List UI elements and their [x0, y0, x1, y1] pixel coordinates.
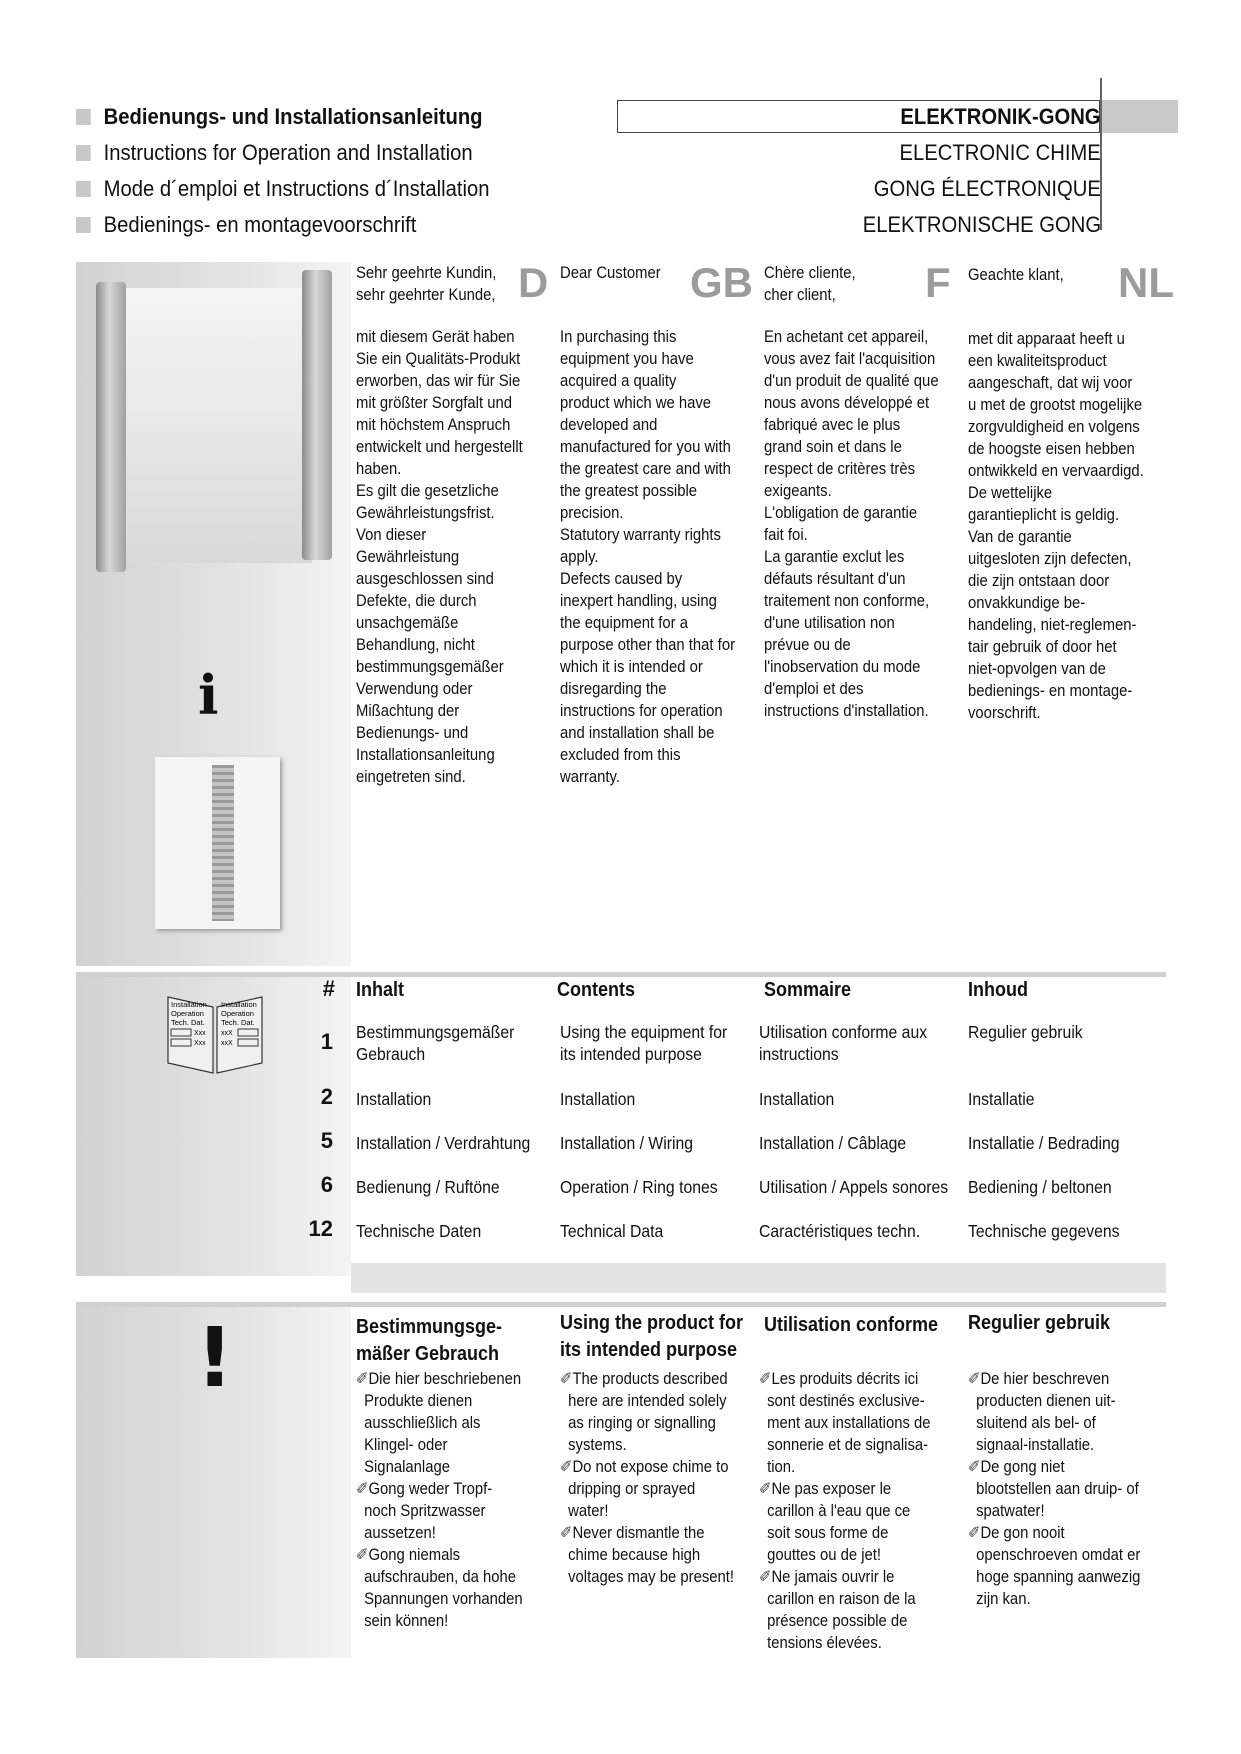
pencil-icon: ✐: [759, 1568, 772, 1586]
pencil-icon: ✐: [356, 1546, 369, 1564]
pencil-icon: ✐: [968, 1524, 981, 1542]
booklet-right-line-3: Tech. Dat.: [221, 1018, 255, 1027]
product-name-gb: ELECTRONIC CHIME: [899, 140, 1101, 165]
intro-text-gb: In purchasing this equipment you have acquired a quality product which we have developed and manufactured for you with the greatest care and with the greatest possible precision. Statutory warranty rights apply. Defects caused by inexpert handling, using the equipment for a purpose other than that for which it is intended or disregarding the instructions for operation and installation shall be excluded from this warranty.: [560, 328, 736, 786]
contents-footer-bar: [351, 1263, 1166, 1293]
booklet-left-line-1: Installation: [171, 1000, 207, 1009]
lang-code-nl: NL: [1118, 259, 1174, 306]
bullet-square-icon: [76, 181, 91, 197]
pencil-icon: ✐: [356, 1480, 369, 1498]
title-nl: Bedienings- en montagevoorschrift: [76, 212, 416, 238]
chime-device-photo: [155, 757, 280, 929]
contents-entry-de: Installation / Verdrahtung: [356, 1133, 531, 1153]
intended-use-heading-de: Bestimmungsge- mäßer Gebrauch: [356, 1316, 503, 1365]
contents-entry-fr: Installation / Câblage: [759, 1133, 907, 1153]
contents-page-number: 5: [320, 1128, 333, 1153]
warning-icon: !: [196, 1311, 234, 1406]
contents-header-fr: Sommaire: [764, 979, 852, 1001]
contents-entry-nl: Technische gegevens: [968, 1221, 1120, 1241]
booklet-right-line-1: Installation: [221, 1000, 257, 1009]
contents-entry-nl: Regulier gebruik: [968, 1022, 1083, 1042]
product-name-fr: GONG ÉLECTRONIQUE: [873, 176, 1101, 201]
info-icon: i: [198, 663, 219, 727]
contents-page-number: 12: [308, 1216, 333, 1241]
intended-use-separator: [76, 1302, 1166, 1307]
chime-photo-right-bar: [302, 270, 332, 560]
pencil-icon: ✐: [968, 1370, 981, 1388]
pencil-icon: ✐: [560, 1524, 573, 1542]
contents-page-number: 6: [320, 1172, 333, 1197]
bullet-square-icon: [76, 109, 91, 125]
bullet-square-icon: [76, 217, 91, 233]
product-name-de: ELEKTRONIK-GONG: [900, 104, 1101, 129]
intended-use-text-de: ✐Die hier beschriebenen Produkte dienen ausschließlich als Klingel- oder Signalanlage ✐Gong weder Tropf- noch Spritzwasser aussetzen! ✐Gong niemals aufschrauben, da hohe Spannungen vorhanden sein können!: [356, 1370, 523, 1630]
intro-text-de: mit diesem Gerät haben Sie ein Qualitäts-Produkt erworben, das wir für Sie mit größter Sorgfalt und mit höchstem Anspruch entwickelt und hergestellt haben. Es gilt die gesetzliche Gewährleistungsfrist. Von dieser Gewährleistung ausgeschlossen sind Defekte, die durch unsachgemäße Behandlung, nicht bestimmungsgemäßer Verwendung oder Mißachtung der Bedienungs- und Installationsanleitung eingetreten sind.: [356, 328, 523, 786]
booklet-right-line-2: Operation: [221, 1009, 254, 1018]
contents-entry-gb: Technical Data: [560, 1221, 664, 1241]
booklet-left-line-5: Xxx: [194, 1040, 206, 1047]
contents-entry-gb: Installation: [560, 1089, 636, 1109]
pencil-icon: ✐: [560, 1458, 573, 1476]
booklet-right-line-4: xxX: [221, 1030, 233, 1037]
contents-entry-gb: Operation / Ring tones: [560, 1177, 718, 1197]
booklet-left-line-2: Operation: [171, 1009, 204, 1018]
intended-use-text-gb: ✐The products described here are intended solely as ringing or signalling systems. ✐Do not expose chime to dripping or sprayed water! ✐Never dismantle the chime because high voltages may be present!: [560, 1370, 735, 1586]
contents-entry-nl: Installatie: [968, 1089, 1035, 1109]
intended-use-heading-gb: Using the product for its intended purpose: [560, 1312, 743, 1361]
contents-header-nl: Inhoud: [968, 979, 1028, 1001]
intended-use-heading-fr: Utilisation conforme: [764, 1314, 939, 1336]
lang-code-fr: F: [925, 259, 951, 306]
intended-use-heading-nl: Regulier gebruik: [968, 1312, 1111, 1334]
booklet-left-line-4: Xxx: [194, 1030, 206, 1037]
chime-speaker-strip: [212, 765, 234, 921]
contents-entry-de: Bestimmungsgemäßer Gebrauch: [356, 1022, 515, 1064]
contents-header-de: Inhalt: [356, 979, 405, 1001]
intended-use-text-nl: ✐De hier beschreven producten dienen uit- sluitend als bel- of signaal-installatie. ✐De gong niet blootstellen aan druip- of spatwater! ✐De gon nooit openschroeven omdat er hoge spanning aanwezig zijn kan.: [968, 1370, 1141, 1608]
contents-entry-nl: Installatie / Bedrading: [968, 1133, 1120, 1153]
intended-use-text-fr: ✐Les produits décrits ici sont destinés exclusive- ment aux installations de sonnerie et de signalisa- tion. ✐Ne pas exposer le carillon à l'eau que ce soit sous forme de gouttes ou de jet! ✐Ne jamais ouvrir le carillon en raison de la présence possible de tensions élevées.: [759, 1370, 931, 1652]
intro-text-nl: met dit apparaat heeft u een kwaliteitsproduct aangeschaft, dat wij voor u met de grootst mogelijke zorgvuldigheid en volgens de hoogste eisen hebben ontwikkeld en vervaardigd. De wettelijke garantieplicht is geldig. Van de garantie uitgesloten zijn defecten, die zijn ontstaan door onvakkundige be- handeling, niet-reglemen- tair gebruik of door het niet-opvolgen van de bedienings- en montage- voorschrift.: [968, 330, 1144, 722]
contents-entry-fr: Caractéristiques techn.: [759, 1221, 921, 1241]
contents-separator: [76, 972, 1166, 977]
booklet-icon: [166, 995, 264, 1075]
booklet-right-line-5: xxX: [221, 1040, 233, 1047]
contents-entry-fr: Installation: [759, 1089, 835, 1109]
contents-page-number: 2: [320, 1084, 333, 1109]
contents-page-number: 1: [320, 1029, 333, 1054]
intro-text-fr: En achetant cet appareil, vous avez fait l'acquisition d'un produit de qualité que nous avons développé et fabriqué avec le plus grand soin et dans le respect de critères très exigeants. L'obligation de garantie fait foi. La garantie exclut les défauts résultant d'un traitement non conforme, d'une utilisation non prévue ou de l'inobservation du mode d'emploi et des instructions d'installation.: [764, 328, 939, 720]
lang-code-de: D: [518, 259, 549, 306]
contents-header-gb: Contents: [557, 979, 636, 1001]
booklet-left-line-3: Tech. Dat.: [171, 1018, 205, 1027]
pencil-icon: ✐: [560, 1370, 573, 1388]
contents-hash: #: [322, 976, 335, 1001]
title-de: Bedienungs- und Installationsanleitung: [76, 104, 483, 130]
pencil-icon: ✐: [759, 1480, 772, 1498]
chime-photo-panel: [122, 288, 312, 563]
lang-code-gb: GB: [690, 259, 753, 306]
bullet-square-icon: [76, 145, 91, 161]
pencil-icon: ✐: [968, 1458, 981, 1476]
pencil-icon: ✐: [759, 1370, 772, 1388]
contents-entry-fr: Utilisation / Appels sonores: [759, 1177, 949, 1197]
title-gb: Instructions for Operation and Installation: [76, 140, 473, 166]
greeting-nl: Geachte klant,: [968, 266, 1064, 284]
chime-photo-left-bar: [96, 282, 126, 572]
contents-entry-gb: Installation / Wiring: [560, 1133, 694, 1153]
pencil-icon: ✐: [356, 1370, 369, 1388]
greeting-fr: Chère cliente, cher client,: [764, 264, 856, 304]
greeting-gb: Dear Customer: [560, 264, 661, 282]
greeting-de: Sehr geehrte Kundin, sehr geehrter Kunde,: [356, 264, 497, 304]
contents-entry-nl: Bediening / beltonen: [968, 1177, 1112, 1197]
contents-entry-fr: Utilisation conforme aux instructions: [759, 1022, 928, 1064]
title-fr: Mode d´emploi et Instructions d´Installation: [76, 176, 489, 202]
contents-entry-de: Bedienung / Ruftöne: [356, 1177, 500, 1197]
header-tab: [1102, 100, 1178, 133]
contents-entry-de: Installation: [356, 1089, 432, 1109]
product-name-nl: ELEKTRONISCHE GONG: [862, 212, 1101, 237]
contents-entry-gb: Using the equipment for its intended purpose: [560, 1022, 728, 1064]
contents-entry-de: Technische Daten: [356, 1221, 482, 1241]
